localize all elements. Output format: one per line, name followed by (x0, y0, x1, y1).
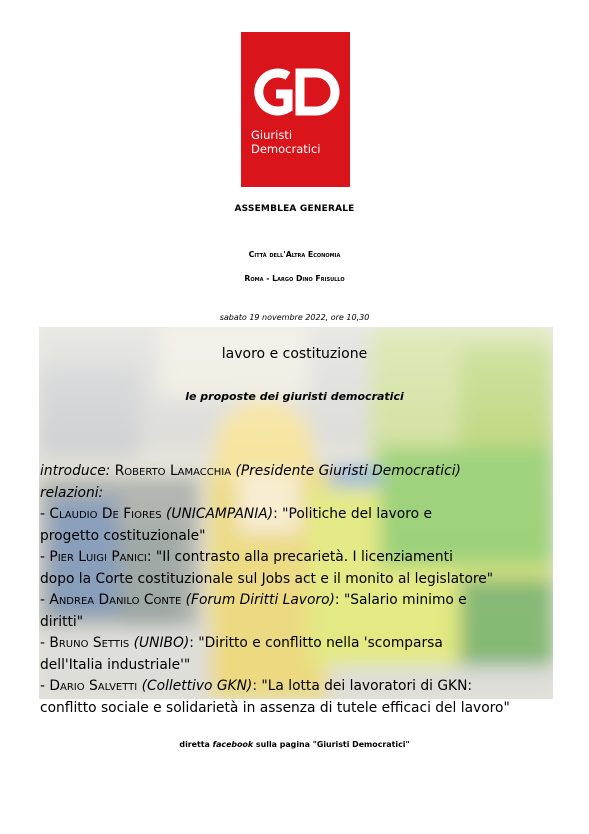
assembly-title: ASSEMBLEA GENERALE (234, 204, 355, 214)
relazioni-label: relazioni: (40, 484, 104, 501)
talk-title-continuation (40, 655, 552, 677)
event-date: sabato 19 novembre 2022, ore 10,30 (219, 313, 370, 322)
talk-dash: - (40, 678, 50, 694)
talk-title-line2: dell'Italia industriale'" (40, 656, 191, 673)
talk-title-line2: diritti" (40, 613, 84, 630)
talk-title-continuation (40, 698, 552, 720)
speaker-affiliation: (Collettivo GKN) (141, 678, 253, 694)
footer-suffix: sulla pagina "Giuristi Democratici" (253, 740, 410, 749)
speaker-name: Dario Salvetti (49, 678, 138, 694)
talk-title-line2: progetto costituzionale" (40, 527, 206, 544)
talk-row (40, 633, 552, 655)
gd-logo-mark-icon (250, 65, 342, 120)
talk-dash: - (40, 592, 50, 608)
program-list (40, 461, 552, 719)
talk-dash: - (40, 635, 50, 651)
logo-text-line1: Giuristi (251, 128, 293, 142)
talk-title-continuation (40, 526, 552, 548)
talk-title-continuation (40, 569, 552, 591)
introduce-label: introduce: (40, 463, 111, 479)
speaker-affiliation: (Forum Diritti Lavoro) (185, 592, 335, 608)
speaker-affiliation: (UNICAMPANIA) (165, 506, 274, 522)
speaker-name: Claudio De Fiores (49, 506, 162, 522)
speaker-name: Pier Luigi Panici (49, 549, 147, 565)
talk-title-line2: conflitto sociale e solidarietà in assenza di tutele efficaci del lavoro" (40, 699, 510, 716)
talk-title-line1: "La lotta dei lavoratori di GKN: (261, 678, 473, 694)
speaker-name: Andrea Danilo Conte (49, 592, 182, 608)
talk-title-line2: dopo la Corte costituzionale sul Jobs act e il monito al legislatore" (40, 570, 494, 587)
speaker-name: Bruno Settis (49, 635, 130, 651)
speaker-affiliation: (UNIBO) (133, 635, 190, 651)
introducer-name: Roberto Lamacchia (114, 463, 232, 479)
venue-line-2: Roma - Largo Dino Frisullo (244, 274, 345, 283)
talk-separator: : (334, 592, 344, 608)
livestream-notice (0, 740, 589, 749)
talk-separator: : (252, 678, 262, 694)
talk-row (40, 504, 552, 526)
introducer-role: (Presidente Giuristi Democratici) (235, 463, 461, 479)
topic-subtitle: le proposte dei giuristi democratici (185, 390, 404, 403)
logo-text-line2: Democratici (251, 142, 321, 156)
talk-title-line1: "Diritto e conflitto nella 'scomparsa (198, 635, 443, 651)
talk-dash: - (40, 506, 50, 522)
talk-separator: : (273, 506, 283, 522)
talk-dash: - (40, 549, 50, 565)
talk-title-line1: "Il contrasto alla precarietà. I licenziamenti (155, 549, 453, 565)
footer-platform: facebook (212, 740, 254, 749)
talk-separator: : (146, 549, 156, 565)
talk-title-line1: "Salario minimo e (343, 592, 467, 608)
talk-title-line1: "Politiche del lavoro e (282, 506, 432, 522)
talk-title-continuation (40, 612, 552, 634)
venue-line-1: Città dell'Altra Economia (248, 250, 341, 259)
relazioni-row (40, 483, 552, 505)
footer-prefix: diretta (179, 740, 213, 749)
talk-row (40, 676, 552, 698)
talk-row (40, 590, 552, 612)
giuristi-democratici-logo (241, 32, 350, 187)
talk-separator: : (189, 635, 199, 651)
topic-title: lavoro e costituzione (221, 346, 368, 362)
introduction-row (40, 461, 552, 483)
talk-row (40, 547, 552, 569)
